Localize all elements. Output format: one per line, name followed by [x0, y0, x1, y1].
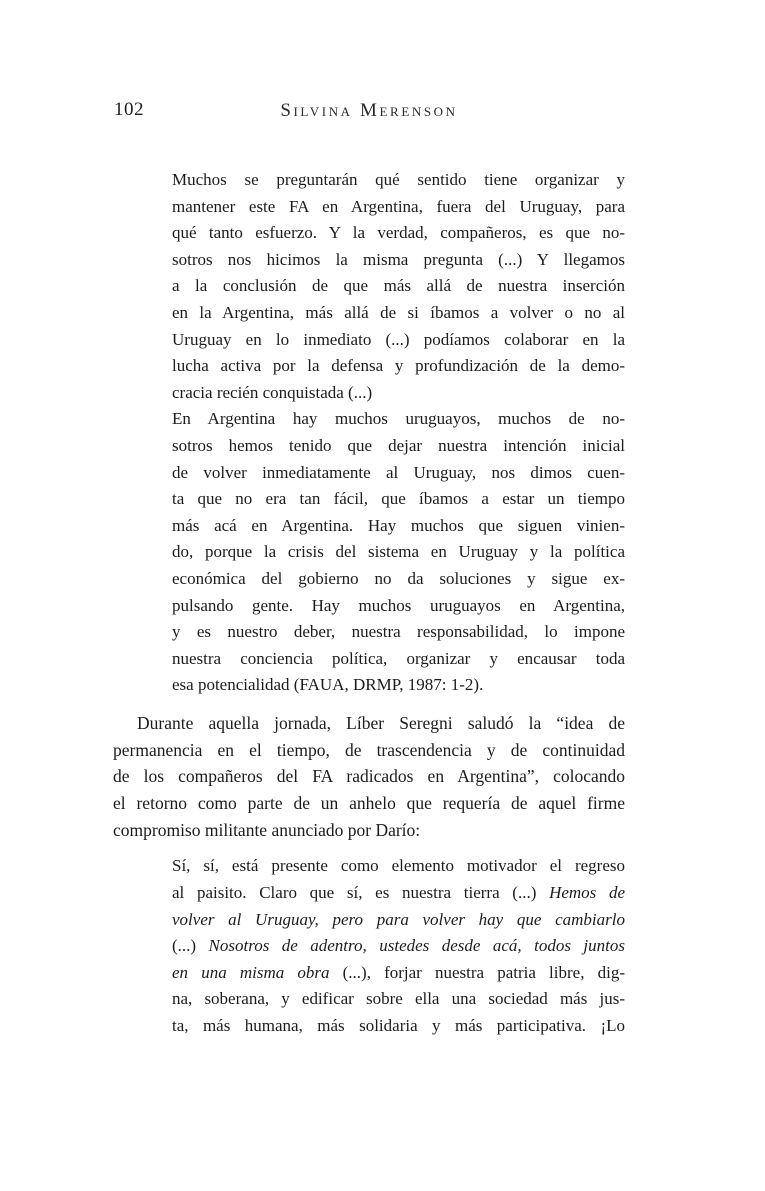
- text-run: a la conclusión de que más allá de nuestra inserción: [172, 276, 625, 296]
- text-line: [172, 380, 625, 407]
- text-run: pulsando gente. Hay muchos uruguayos en Argentina,: [172, 595, 625, 615]
- text-run: compromiso militante anunciado por Darío:: [113, 819, 421, 840]
- text-line: [113, 790, 625, 817]
- text-line: [172, 933, 625, 960]
- text-run: Sí, sí, está presente como elemento motivador el regreso: [172, 856, 625, 876]
- text-run: más acá en Argentina. Hay muchos que siguen vinien-: [172, 515, 625, 535]
- text-run: económica del gobierno no da soluciones y sigue ex-: [172, 568, 625, 588]
- text-line: [172, 406, 625, 433]
- text-run: lucha activa por la defensa y profundización de la demo-: [172, 356, 625, 376]
- text-run: do, porque la crisis del sistema en Uruguay y la política: [172, 542, 625, 562]
- text-line: [113, 817, 625, 844]
- text-line: [172, 619, 625, 646]
- text-line: [113, 737, 625, 764]
- text-run: mantener este FA en Argentina, fuera del Uruguay, para: [172, 196, 625, 216]
- quote-paragraph-2: [172, 406, 625, 699]
- text-line: [172, 853, 625, 880]
- quote-paragraph-1: [172, 167, 625, 406]
- text-run: de los compañeros del FA radicados en Argentina”, colocando: [113, 766, 625, 787]
- text-line: [172, 247, 625, 274]
- text-line: [172, 300, 625, 327]
- text-line: [172, 486, 625, 513]
- text-run: permanencia en el tiempo, de trascendencia y de continuidad: [113, 739, 625, 760]
- text-line: [172, 167, 625, 194]
- text-run: esa potencialidad (FAUA, DRMP, 1987: 1-2).: [172, 675, 484, 695]
- text-line: [113, 710, 625, 737]
- text-line: [172, 327, 625, 354]
- text-run: al paisito. Claro que sí, es nuestra tierra (...): [172, 882, 550, 902]
- text-line: [172, 672, 625, 699]
- text-run: ta, más humana, más solidaria y más participativa. ¡Lo: [172, 1015, 625, 1035]
- italic-text-run: Hemos de: [549, 882, 626, 902]
- italic-text-run: en una misma obra: [172, 962, 330, 982]
- blockquote-fa-argentina: [172, 167, 625, 699]
- italic-text-run: volver al Uruguay, pero para volver hay que cambiarlo: [172, 909, 625, 929]
- text-run: cracia recién conquistada (...): [172, 382, 373, 402]
- text-line: [172, 986, 625, 1013]
- page-header: [113, 99, 625, 123]
- text-line: [172, 220, 625, 247]
- blockquote-dario: [172, 853, 625, 1039]
- text-run: sotros hemos tenido que dejar nuestra intención inicial: [172, 435, 625, 455]
- text-line: [172, 880, 625, 907]
- text-line: [172, 273, 625, 300]
- text-line: [172, 433, 625, 460]
- text-run: el retorno como parte de un anhelo que requería de aquel firme: [113, 792, 625, 813]
- text-run: na, soberana, y edificar sobre ella una sociedad más jus-: [172, 989, 625, 1009]
- text-run: qué tanto esfuerzo. Y la verdad, compañeros, es que no-: [172, 223, 625, 243]
- text-line: [113, 763, 625, 790]
- text-line: [172, 194, 625, 221]
- italic-text-run: Nosotros de adentro, ustedes desde acá, todos juntos: [208, 936, 625, 956]
- text-line: [172, 460, 625, 487]
- text-run: (...): [172, 936, 209, 956]
- text-run: de volver inmediatamente al Uruguay, nos dimos cuen-: [172, 462, 625, 482]
- text-run: y es nuestro deber, nuestra responsabilidad, lo impone: [172, 622, 625, 642]
- page-number: 102: [114, 99, 144, 120]
- text-line: [172, 960, 625, 987]
- text-line: [172, 1013, 625, 1040]
- text-run: nuestra conciencia política, organizar y encausar toda: [172, 648, 625, 668]
- text-run: Uruguay en lo inmediato (...) podíamos colaborar en la: [172, 329, 625, 349]
- text-line: [172, 513, 625, 540]
- text-line: [172, 566, 625, 593]
- text-run: en la Argentina, más allá de si íbamos a volver o no al: [172, 302, 625, 322]
- text-run: sotros nos hicimos la misma pregunta (...) Y llegamos: [172, 249, 625, 269]
- text-line: [172, 353, 625, 380]
- text-line: [172, 593, 625, 620]
- text-run: Muchos se preguntarán qué sentido tiene organizar y: [172, 170, 625, 189]
- paragraph-seregni: [113, 710, 625, 844]
- text-run: Durante aquella jornada, Líber Seregni saludó la “idea de: [137, 712, 625, 733]
- text-run: ta que no era tan fácil, que íbamos a estar un tiempo: [172, 489, 625, 509]
- text-line: [172, 539, 625, 566]
- text-run: (...), forjar nuestra patria libre, dig-: [329, 962, 625, 982]
- running-head: Silvina Merenson: [280, 100, 458, 121]
- text-line: [172, 646, 625, 673]
- text-block: [113, 99, 625, 1040]
- text-run: En Argentina hay muchos uruguayos, muchos de no-: [172, 409, 625, 429]
- text-line: [172, 907, 625, 934]
